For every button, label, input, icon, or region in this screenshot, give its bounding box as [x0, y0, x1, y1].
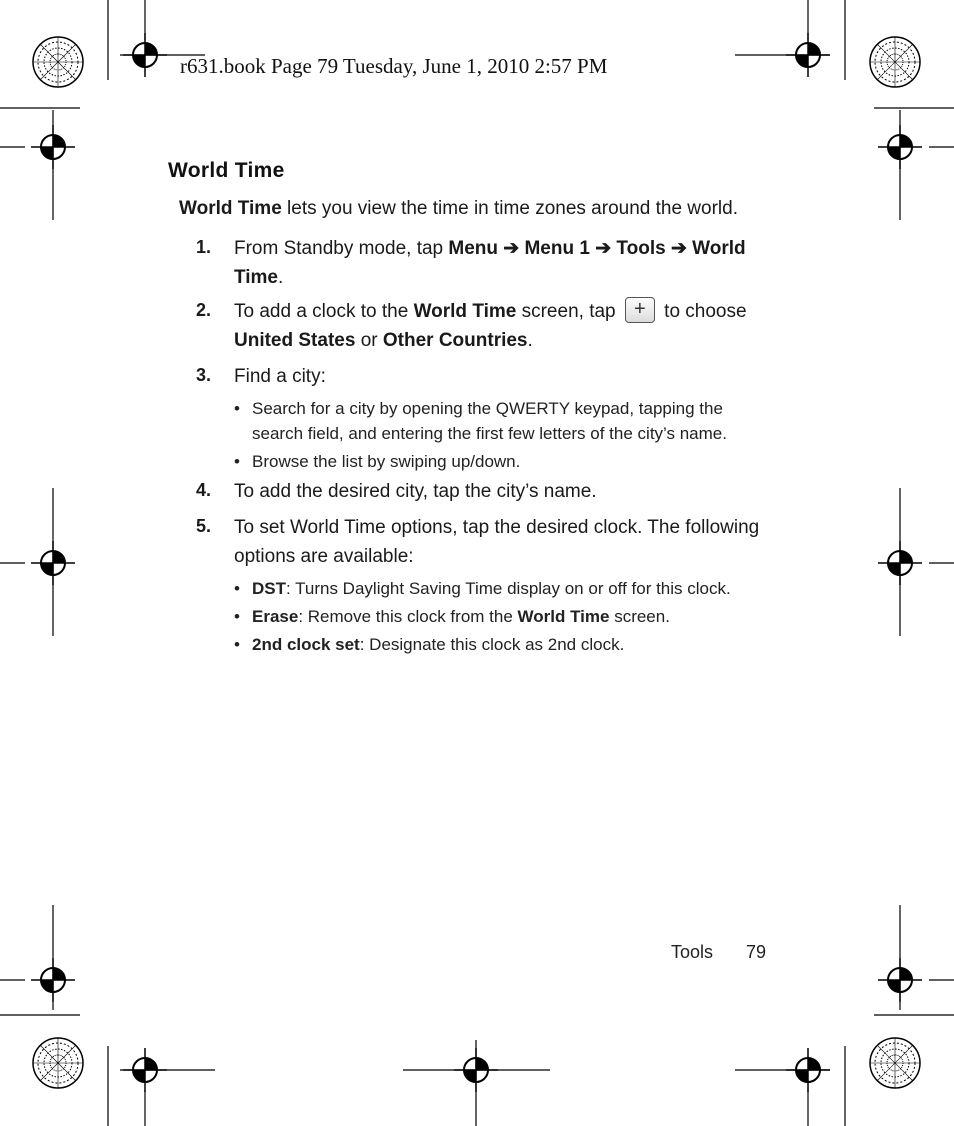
bullet-text: Search for a city by opening the QWERTY keypad, tapping the search field, and entering the first few letters of the city’s name. [252, 399, 727, 443]
step-text-run: or [355, 330, 383, 351]
step-number: 3. [196, 365, 212, 385]
screen-term: World Time [517, 607, 610, 626]
intro-term: World Time [179, 198, 282, 219]
bullet-text-run: : Designate this clock as 2nd clock. [359, 635, 625, 654]
step-number: 5. [196, 516, 212, 536]
step-text-run: screen, tap [516, 301, 621, 322]
option-term: 2nd clock set [252, 635, 360, 654]
bullet-glyph: • [234, 579, 240, 598]
screen-term: World Time [413, 301, 517, 322]
bullet-text: Browse the list by swiping up/down. [252, 452, 521, 471]
step-text-run: From Standby mode, tap [234, 238, 449, 259]
step-text: To add the desired city, tap the city’s name. [234, 481, 597, 502]
bullet-glyph: • [234, 607, 240, 626]
menu-term: World Time [234, 238, 746, 288]
bullet-text [252, 576, 764, 601]
option-term: Erase [252, 607, 299, 626]
step-number: 1. [196, 237, 212, 257]
arrow-separator: ➔ [665, 238, 693, 259]
section-heading: World Time [168, 159, 285, 182]
bullet-text-run: : Remove this clock from the [298, 607, 518, 626]
bullet-text [252, 632, 764, 657]
step-number: 2. [196, 300, 212, 320]
step-text-run: . [278, 267, 284, 288]
menu-term: Menu 1 [524, 238, 590, 259]
bullet-glyph: • [234, 635, 240, 654]
step-text-run: . [527, 330, 533, 351]
print-slug-line: r631.book Page 79 Tuesday, June 1, 2010 2:57 PM [180, 54, 608, 78]
step-number: 4. [196, 480, 212, 500]
plus-icon: + [625, 297, 655, 323]
bullet-text-run: screen. [609, 607, 670, 626]
step-text-run: To add a clock to the [234, 301, 414, 322]
arrow-separator: ➔ [589, 238, 617, 259]
step-text: To set World Time options, tap the desired clock. The following options are available: [234, 517, 760, 567]
step-text: Find a city: [234, 366, 326, 387]
step-text-run: to choose [658, 301, 747, 322]
intro-paragraph [179, 198, 738, 220]
page-number: 79 [746, 942, 767, 962]
menu-term: Menu [448, 238, 498, 259]
bullet-glyph: • [234, 399, 240, 418]
option-term: DST [252, 579, 286, 598]
option-term: Other Countries [382, 330, 528, 351]
footer-section-name: Tools [671, 942, 714, 962]
bullet-text-run: : Turns Daylight Saving Time display on or off for this clock. [286, 579, 731, 598]
option-term: United States [234, 330, 356, 351]
menu-term: Tools [616, 238, 666, 259]
step-text [234, 297, 774, 355]
intro-text: lets you view the time in time zones around the world. [281, 198, 738, 219]
bullet-text [252, 604, 764, 629]
bullet-glyph: • [234, 452, 240, 471]
arrow-separator: ➔ [498, 238, 525, 259]
step-text [234, 234, 774, 292]
